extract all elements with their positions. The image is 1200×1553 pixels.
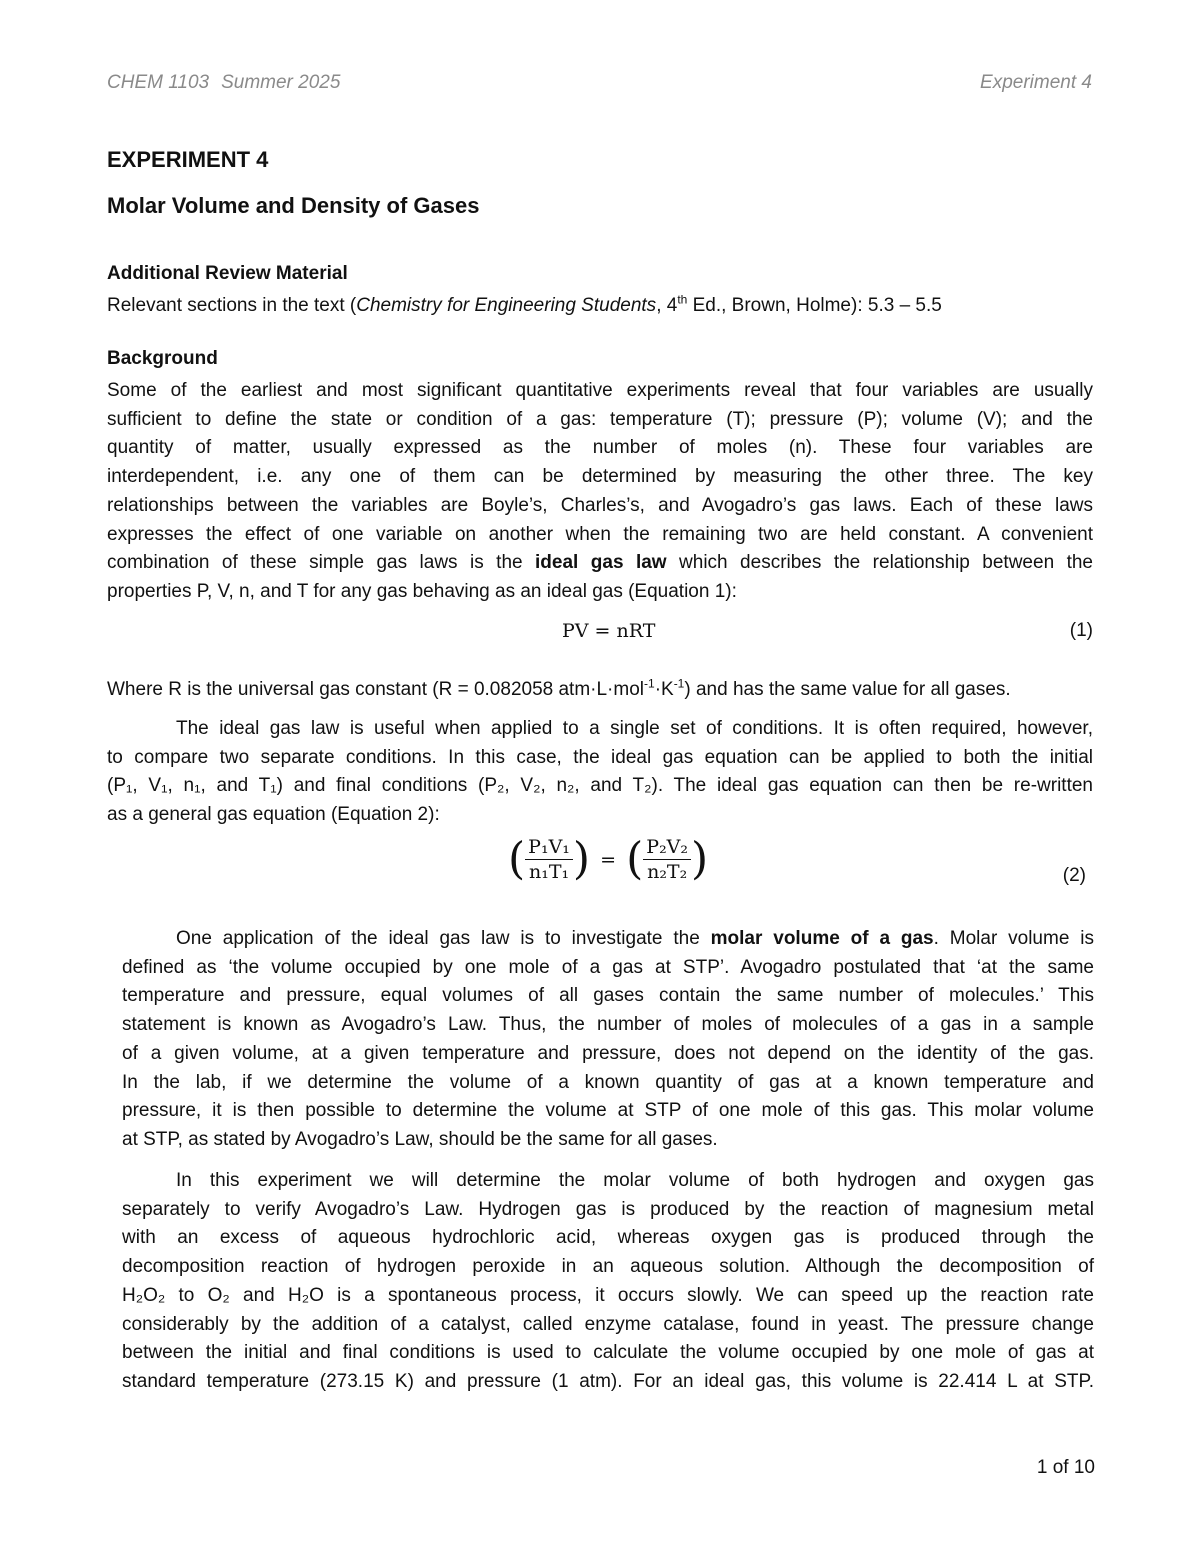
eq2-right-numerator: P₂V₂ xyxy=(643,836,691,860)
molar-volume-term: molar volume of a gas xyxy=(710,928,934,949)
running-header-right: Experiment 4 xyxy=(980,72,1092,93)
eq2-left-numerator: P₁V₁ xyxy=(525,836,573,860)
review-text: Relevant sections in the text (Chemistry for Engineering Students, 4th Ed., Brown, Holme): 5.3 – 5.5 xyxy=(107,292,942,316)
gas-constant-line: Where R is the universal gas constant (R = 0.082058 $atm\cdot L\cdot mol^{-1}\cdot K^{-1}$) and has the same value for all gases. xyxy=(107,676,1011,700)
experiment-number-title: EXPERIMENT 4 xyxy=(107,147,269,172)
equation-1: PV = nRT xyxy=(562,620,656,642)
textbook-title: Chemistry for Engineering Students xyxy=(356,295,657,316)
course-term: Summer 2025 xyxy=(221,72,341,93)
eq2-right-denominator: n₂T₂ xyxy=(647,861,688,883)
running-header-left xyxy=(107,72,340,94)
ideal-gas-law-term: ideal gas law xyxy=(535,552,667,574)
equation-2: ( $\frac{\text{P₁V₁}}{\text{n₁T₁}}$ ) = ( $\frac{\text{P₂V₂}}{\text{n₂T₂}}$ ) xyxy=(508,833,709,885)
eq2-left-denominator: n₁T₁ xyxy=(528,861,570,883)
background-heading: Background xyxy=(107,348,218,369)
review-heading: Additional Review Material xyxy=(107,263,348,284)
equation-2-number: (2) xyxy=(1062,865,1086,886)
equation-1-number: (1) xyxy=(1069,620,1093,641)
experiment-title: Molar Volume and Density of Gases xyxy=(107,193,480,218)
background-paragraph-2: The ideal gas law is useful when applied to a single set of conditions. It is often required, however, to compare two separate conditions. In this case, the ideal gas equation can be applied to both the initial (P₁, V₁, n₁, and T₁) and final conditions (P₂, V₂, n₂, and T₂). The ideal gas equation can then be re-written as a general gas equation (Equation 2): xyxy=(107,718,1093,826)
course-code: CHEM 1103 xyxy=(107,72,210,93)
page-number: 1 of 10 xyxy=(1036,1457,1095,1478)
background-paragraph-4: In this experiment we will determine the molar volume of both hydrogen and oxygen gas separately to verify Avogadro’s Law. Hydrogen gas is produced by the reaction of magnesium metal with an excess of aqueous hydrochloric acid, whereas oxygen gas is produced through the decomposition reaction of hydrogen peroxide in an aqueous solution. Although the decomposition of H₂O₂ to O₂ and H₂O is a spontaneous process, it occurs slowly. We can speed up the reaction rate considerably by the addition of a catalyst, called enzyme catalase, found in yeast. The pressure change between the initial and final conditions is used to calculate the volume occupied by one mole of gas at standard temperature (273.15 K) and pressure (1 atm). For an ideal gas, this volume is 22.414 L at STP. xyxy=(122,1170,1094,1392)
background-paragraph-3: One application of the ideal gas law is to investigate the molar volume of a gas. Molar volume is defined as ‘the volume occupied by one mole of a gas at STP’. Avogadro postulated that ‘at the same temperature and pressure, equal volumes of all gases contain the same number of molecules.’ This statement is known as Avogadro’s Law. Thus, the number of moles of molecules of a gas in a sample of a given volume, at a given temperature and pressure, does not depend on the identity of the gas. In the lab, if we determine the volume of a known quantity of gas at a known temperature and pressure, it is then possible to determine the volume at STP of one mole of this gas. This molar volume at STP, as stated by Avogadro’s Law, should be the same for all gases. xyxy=(122,928,1094,1150)
background-paragraph-1: Some of the earliest and most significant quantitative experiments reveal that four variables are usually sufficient to define the state or condition of a gas: temperature (T); pressure (P); volume (V); and the quantity of matter, usually expressed as the number of moles (n). These four variables are interdependent, i.e. any one of them can be determined by measuring the other three. The key relationships between the variables are Boyle’s, Charles’s, and Avogadro’s gas laws. Each of these laws expresses the effect of one variable on another when the remaining two are held constant. A convenient combination of these simple gas laws is the ideal gas law which describes the relationship between the properties P, V, n, and T for any gas behaving as an ideal gas (Equation 1): xyxy=(107,380,1093,602)
